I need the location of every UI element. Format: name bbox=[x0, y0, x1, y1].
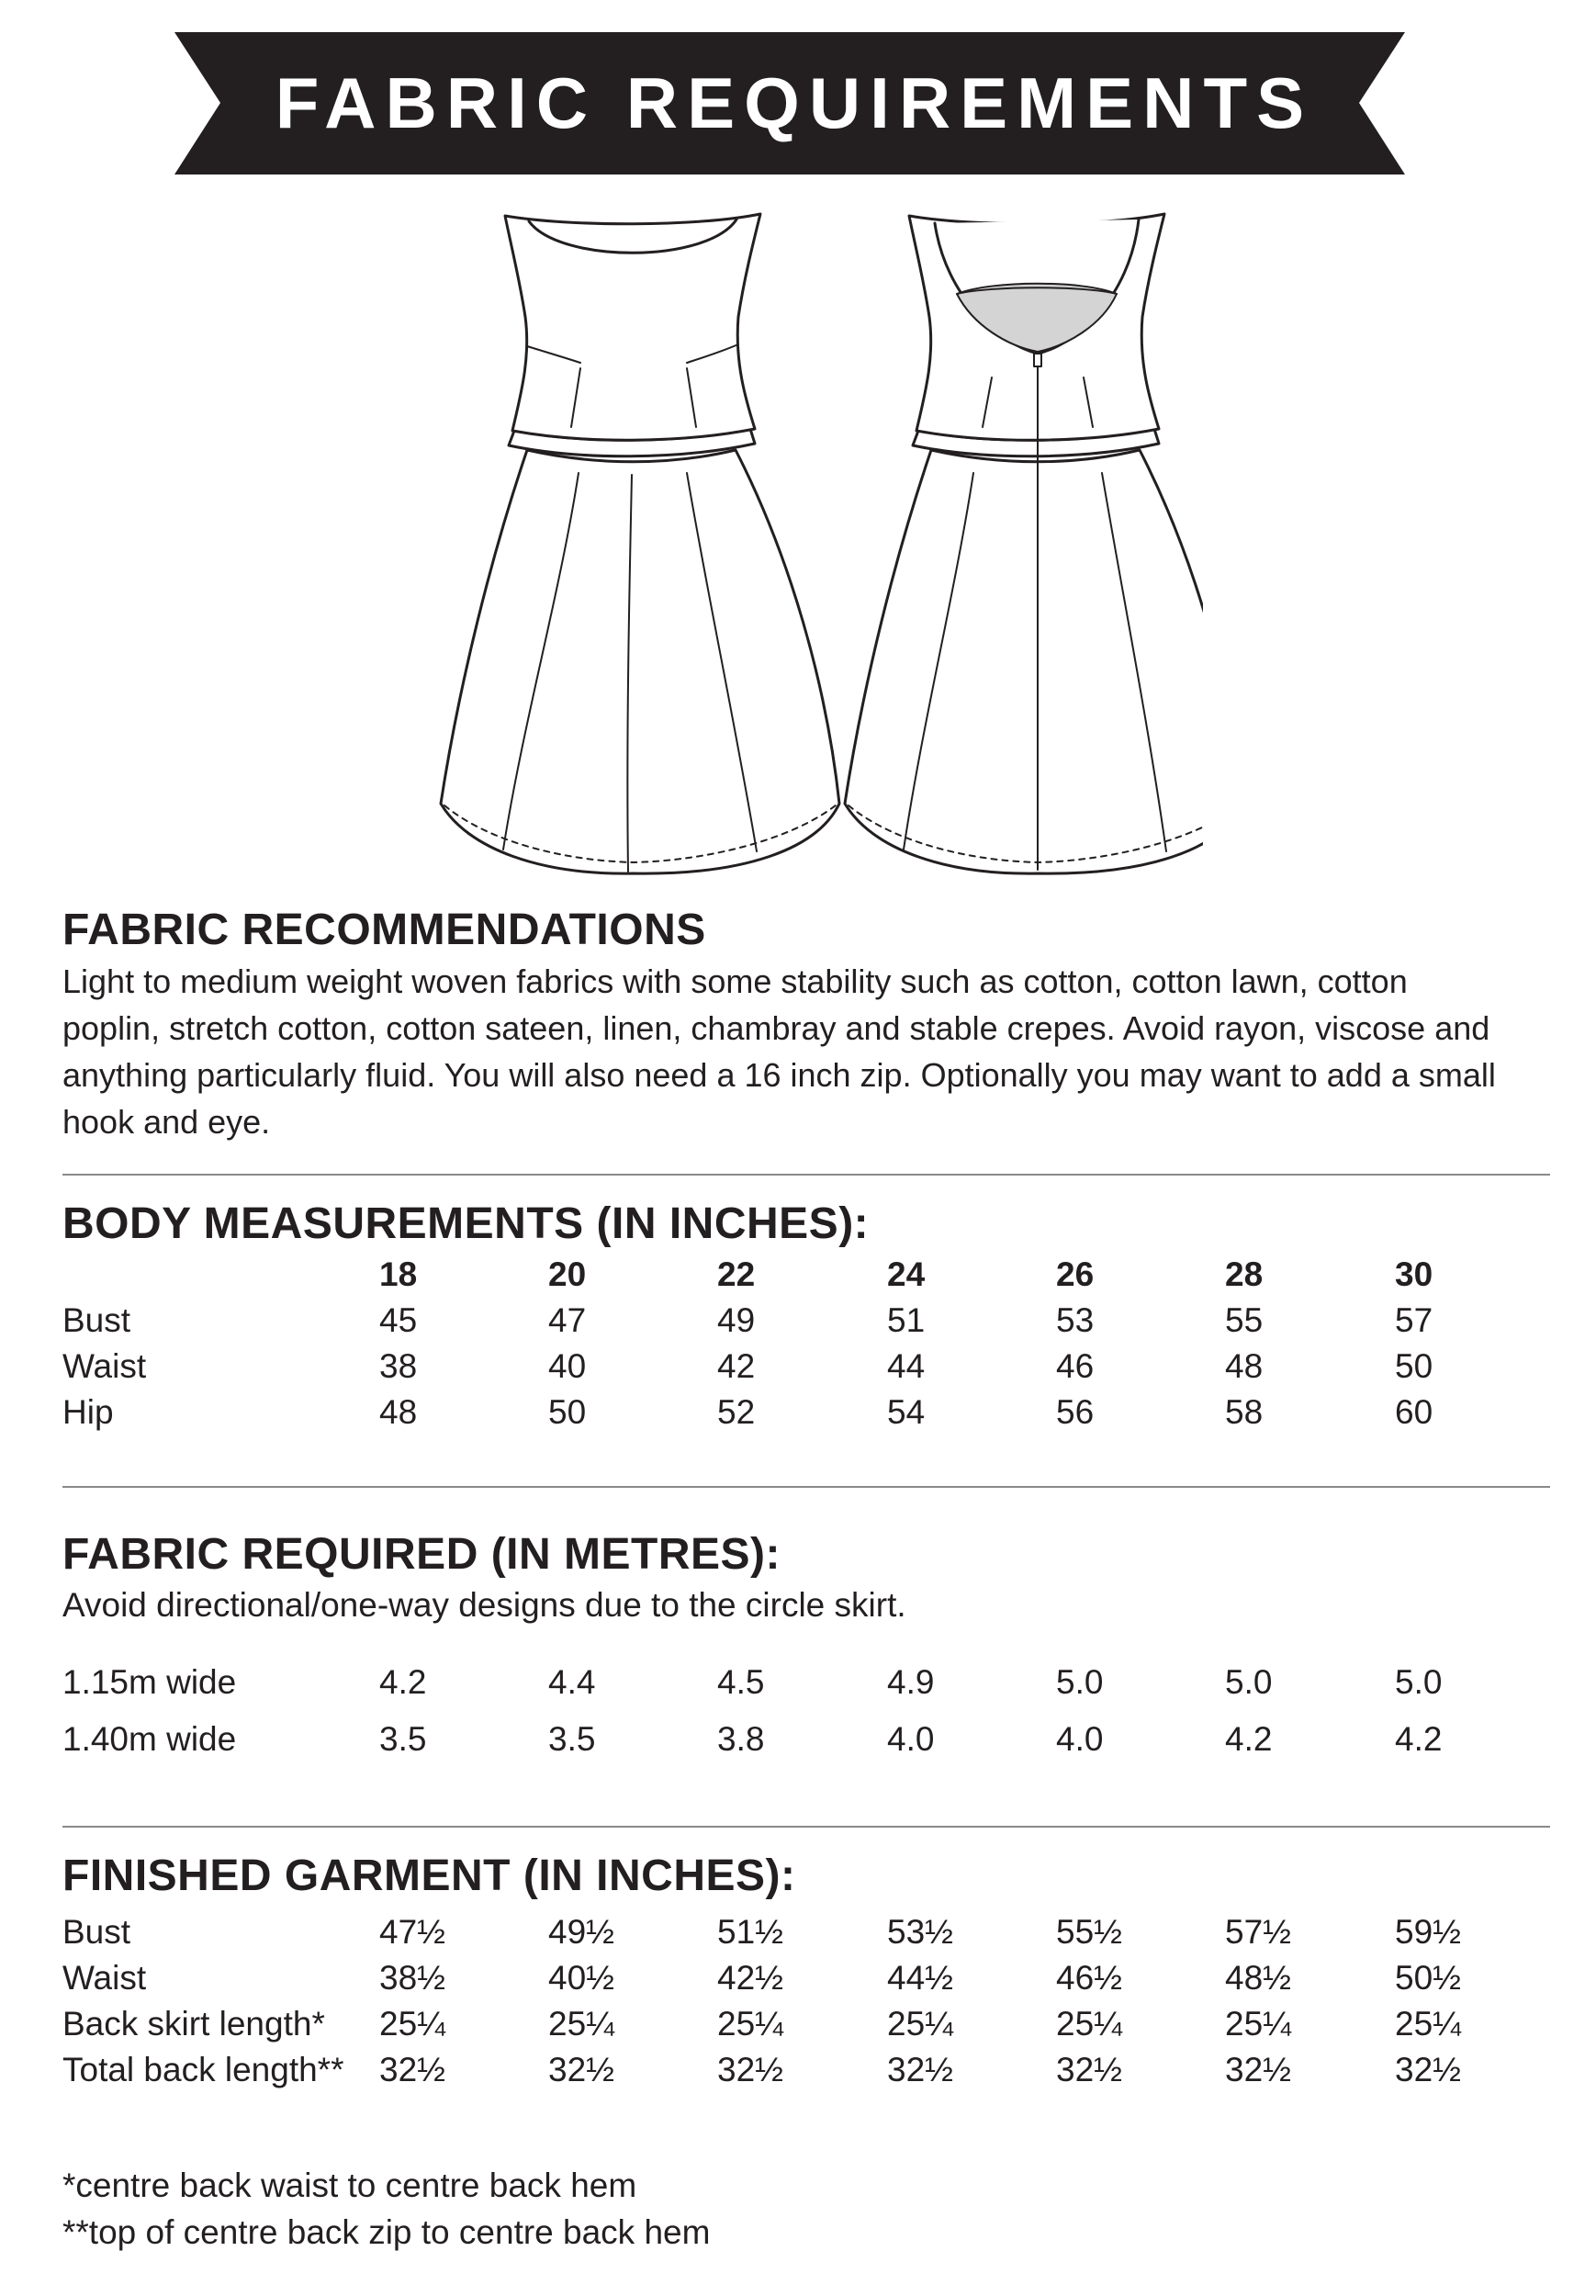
fabric-required-note bbox=[62, 1582, 1550, 1628]
table-cell: 38½ bbox=[379, 1959, 446, 1997]
row-label: Waist bbox=[62, 1347, 147, 1385]
table-cell: 40 bbox=[548, 1347, 587, 1385]
footnote: *centre back waist to centre back hem bbox=[62, 2167, 637, 2204]
table-cell: 60 bbox=[1395, 1393, 1433, 1431]
table-cell: 32½ bbox=[887, 2051, 954, 2088]
table-cell: 59½ bbox=[1395, 1913, 1462, 1951]
table-cell: 32½ bbox=[1395, 2051, 1462, 2088]
table-cell: 4.0 bbox=[887, 1720, 935, 1758]
text-line: anything particularly fluid. You will also need a 16 inch zip. Optionally you may want to add a small bbox=[62, 1056, 1496, 1094]
table-cell: 49 bbox=[717, 1301, 756, 1339]
table-cell: 56 bbox=[1056, 1393, 1095, 1431]
table-cell: 55 bbox=[1225, 1301, 1264, 1339]
fabric-recommendations-heading: FABRIC RECOMMENDATIONS bbox=[62, 906, 706, 954]
table-cell: 44 bbox=[887, 1347, 926, 1385]
table-cell: 4.9 bbox=[887, 1663, 935, 1701]
table-row bbox=[62, 2047, 1550, 2093]
table-cell: 4.0 bbox=[1056, 1720, 1104, 1758]
size-label: 18 bbox=[379, 1255, 418, 1293]
table-row bbox=[62, 2001, 1550, 2047]
table-row bbox=[62, 1390, 1550, 1435]
table-row bbox=[62, 1298, 1550, 1344]
title-banner bbox=[174, 32, 1405, 174]
row-label: 1.40m wide bbox=[62, 1720, 237, 1758]
table-cell: 53 bbox=[1056, 1301, 1095, 1339]
table-cell: 47 bbox=[548, 1301, 587, 1339]
dress-back-view bbox=[845, 214, 1203, 873]
size-header-row bbox=[62, 1252, 1550, 1298]
table-row bbox=[62, 1660, 1550, 1705]
divider bbox=[62, 1826, 1550, 1828]
row-label: Total back length** bbox=[62, 2051, 344, 2088]
fabric-required-section bbox=[62, 1529, 1550, 1768]
table-cell: 50½ bbox=[1395, 1959, 1462, 1997]
divider bbox=[62, 1174, 1550, 1176]
table-cell: 48 bbox=[1225, 1347, 1264, 1385]
note-text: Avoid directional/one-way designs due to the circle skirt. bbox=[62, 1586, 906, 1624]
table-cell: 32½ bbox=[1056, 2051, 1123, 2088]
table-cell: 4.2 bbox=[1225, 1720, 1273, 1758]
table-cell: 48 bbox=[379, 1393, 418, 1431]
row-label: Bust bbox=[62, 1301, 131, 1339]
table-cell: 42½ bbox=[717, 1959, 784, 1997]
table-row bbox=[62, 1344, 1550, 1390]
table-cell: 38 bbox=[379, 1347, 418, 1385]
table-cell: 58 bbox=[1225, 1393, 1264, 1431]
table-cell: 32½ bbox=[717, 2051, 784, 2088]
row-label: Waist bbox=[62, 1959, 147, 1997]
table-row bbox=[62, 1909, 1550, 1955]
table-cell: 55½ bbox=[1056, 1913, 1123, 1951]
table-cell: 53½ bbox=[887, 1913, 954, 1951]
table-cell: 46 bbox=[1056, 1347, 1095, 1385]
table-cell: 51 bbox=[887, 1301, 926, 1339]
table-cell: 4.5 bbox=[717, 1663, 765, 1701]
fabric-required-heading: FABRIC REQUIRED (IN METRES): bbox=[62, 1530, 781, 1579]
divider bbox=[62, 1486, 1550, 1488]
text-line: Light to medium weight woven fabrics with some stability such as cotton, cotton lawn, cotton bbox=[62, 962, 1408, 1000]
table-cell: 48½ bbox=[1225, 1959, 1292, 1997]
text-line: poplin, stretch cotton, cotton sateen, linen, chambray and stable crepes. Avoid rayon, viscose and bbox=[62, 1009, 1490, 1047]
text-line: hook and eye. bbox=[62, 1103, 271, 1141]
table-cell: 3.5 bbox=[379, 1720, 427, 1758]
table-cell: 51½ bbox=[717, 1913, 784, 1951]
row-label: Bust bbox=[62, 1913, 131, 1951]
finished-garment-section bbox=[62, 1851, 1550, 2126]
dress-illustrations bbox=[432, 207, 1203, 886]
table-cell: 4.2 bbox=[1395, 1720, 1443, 1758]
body-measurements-section bbox=[62, 1199, 1550, 1474]
table-cell: 32½ bbox=[379, 2051, 446, 2088]
table-cell: 52 bbox=[717, 1393, 756, 1431]
fabric-recommendations-section bbox=[62, 905, 1550, 1145]
size-label: 22 bbox=[717, 1255, 756, 1293]
size-label: 20 bbox=[548, 1255, 587, 1293]
table-cell: 3.5 bbox=[548, 1720, 596, 1758]
size-label: 26 bbox=[1056, 1255, 1095, 1293]
table-cell: 44½ bbox=[887, 1959, 954, 1997]
table-cell: 4.4 bbox=[548, 1663, 596, 1701]
size-label: 30 bbox=[1395, 1255, 1433, 1293]
fabric-recommendations-text bbox=[62, 958, 1550, 1145]
table-cell: 57½ bbox=[1225, 1913, 1292, 1951]
table-cell: 32½ bbox=[1225, 2051, 1292, 2088]
table-cell: 50 bbox=[548, 1393, 587, 1431]
table-row bbox=[62, 1716, 1550, 1762]
table-cell: 47½ bbox=[379, 1913, 446, 1951]
table-cell: 25¼ bbox=[1056, 2005, 1123, 2043]
table-cell: 49½ bbox=[548, 1913, 615, 1951]
table-cell: 45 bbox=[379, 1301, 418, 1339]
table-cell: 50 bbox=[1395, 1347, 1433, 1385]
row-label: 1.15m wide bbox=[62, 1663, 237, 1701]
table-cell: 5.0 bbox=[1225, 1663, 1273, 1701]
table-cell: 25¼ bbox=[379, 2005, 446, 2043]
row-label: Back skirt length* bbox=[62, 2005, 325, 2043]
body-measurements-heading: BODY MEASUREMENTS (IN INCHES): bbox=[62, 1199, 870, 1248]
table-cell: 25¼ bbox=[548, 2005, 615, 2043]
dress-front-view bbox=[441, 214, 839, 873]
footnote: **top of centre back zip to centre back hem bbox=[62, 2213, 711, 2251]
page-title: FABRIC REQUIREMENTS bbox=[275, 62, 1314, 143]
table-cell: 4.2 bbox=[379, 1663, 427, 1701]
table-cell: 46½ bbox=[1056, 1959, 1123, 1997]
table-cell: 25¼ bbox=[717, 2005, 784, 2043]
table-row bbox=[62, 1955, 1550, 2001]
finished-garment-heading: FINISHED GARMENT (IN INCHES): bbox=[62, 1851, 796, 1900]
table-cell: 25¼ bbox=[1395, 2005, 1462, 2043]
row-label: Hip bbox=[62, 1393, 114, 1431]
table-cell: 57 bbox=[1395, 1301, 1433, 1339]
table-cell: 3.8 bbox=[717, 1720, 765, 1758]
table-cell: 5.0 bbox=[1056, 1663, 1104, 1701]
table-cell: 42 bbox=[717, 1347, 756, 1385]
table-cell: 32½ bbox=[548, 2051, 615, 2088]
table-cell: 25¼ bbox=[887, 2005, 954, 2043]
size-label: 24 bbox=[887, 1255, 926, 1293]
table-cell: 5.0 bbox=[1395, 1663, 1443, 1701]
table-cell: 54 bbox=[887, 1393, 926, 1431]
size-label: 28 bbox=[1225, 1255, 1264, 1293]
table-cell: 40½ bbox=[548, 1959, 615, 1997]
table-cell: 25¼ bbox=[1225, 2005, 1292, 2043]
